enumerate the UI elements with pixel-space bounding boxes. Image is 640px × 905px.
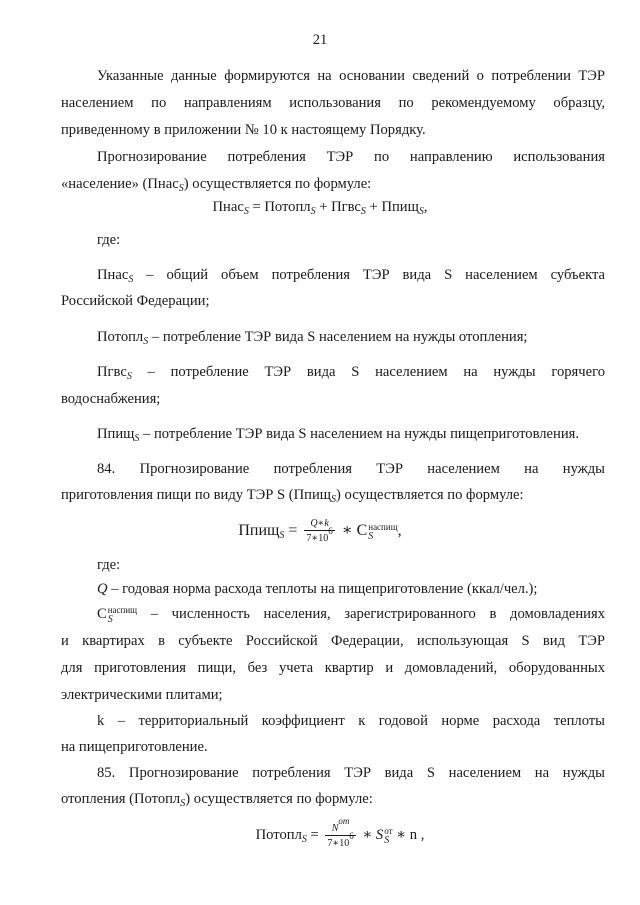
text-line: на пищеприготовление. bbox=[61, 739, 208, 755]
text-line: для приготовления пищи, без учета квартир и домовладений, оборудованных bbox=[61, 660, 605, 676]
paragraph-85: 85. Прогнозирование потребления ТЭР вида S населением на нужды bbox=[97, 765, 605, 781]
definition-pgvs: Пгвс$_S$ – потребление ТЭР вида S населением на нужды горячего bbox=[97, 364, 605, 382]
definition-pnas: Пнас$_S$ – общий объем потребления ТЭР вида S населением субъекта bbox=[97, 267, 605, 285]
text-line: приведенному в приложении № 10 к настоящему Порядку. bbox=[61, 122, 426, 138]
formula-potopl: Потопл$_S$ = $\frac{N^{от}}{7∗10^6}$ ∗ S от S ∗ n , bbox=[255, 816, 425, 849]
definition-c: C наспищ S – численность населения, зарегистрированного в домовладениях bbox=[97, 604, 605, 625]
text-line: и квартирах в субъекте Российской Федерации, использующая S вид ТЭР bbox=[61, 633, 605, 649]
page-number: 21 bbox=[312, 32, 328, 48]
formula-pnas: Пнас$_S$ = Потопл$_S$ + Пгвс$_S$ + Ппищ$_S$, bbox=[212, 199, 428, 217]
where-label: где: bbox=[97, 232, 121, 248]
where-label: где: bbox=[97, 557, 121, 573]
text-line: Российской Федерации; bbox=[61, 293, 210, 309]
definition-ppisch: Ппищ$_S$ – потребление ТЭР вида S населением на нужды пищеприготовления. bbox=[97, 426, 580, 444]
text-line: водоснабжения; bbox=[61, 391, 161, 407]
formula-ppisch: Ппищ$_S$ = $\frac{Q∗k}{7∗10^6}$ ∗ C наспищ S , bbox=[238, 518, 402, 544]
text-line: приготовления пищи по виду ТЭР S (Ппищ$_S$) осуществляется по формуле: bbox=[61, 487, 524, 505]
text-line: Указанные данные формируются на основании сведений о потреблении ТЭР bbox=[97, 68, 605, 84]
text-line: отопления (Потопл$_S$) осуществляется по формуле: bbox=[61, 791, 373, 809]
fraction: $\frac{Q∗k}{7∗10^6}$ bbox=[306, 518, 333, 544]
definition-k: k – территориальный коэффициент к годовой норме расхода теплоты bbox=[97, 713, 605, 729]
text-line: Прогнозирование потребления ТЭР по направлению использования bbox=[97, 149, 605, 165]
text-line: населением по направлениям использования по рекомендуемому образцу, bbox=[61, 95, 605, 111]
text-line: электрическими плитами; bbox=[61, 687, 223, 703]
paragraph-84: 84. Прогнозирование потребления ТЭР населением на нужды bbox=[97, 461, 605, 477]
text-line: «население» (Пнас$_S$) осуществляется по формуле: bbox=[61, 176, 372, 194]
definition-q: Q – годовая норма расхода теплоты на пищеприготовление (ккал/чел.); bbox=[97, 581, 538, 597]
definition-potopl: Потопл$_S$ – потребление ТЭР вида S населением на нужды отопления; bbox=[97, 329, 528, 347]
fraction: $\frac{N^{от}}{7∗10^6}$ bbox=[327, 816, 354, 849]
